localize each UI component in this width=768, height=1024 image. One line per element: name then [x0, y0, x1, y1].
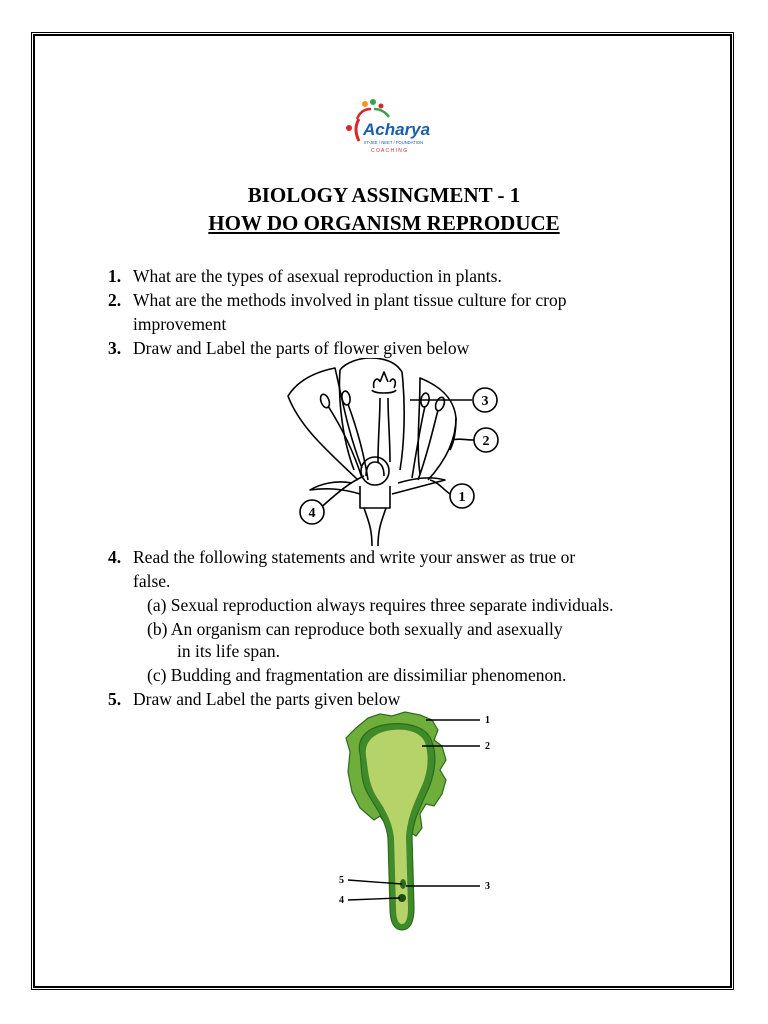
- pollen-label: 4: [339, 895, 344, 906]
- flower-label: 1: [458, 490, 466, 505]
- flower-label: 2: [482, 434, 490, 449]
- pollen-grain-diagram: [330, 708, 500, 948]
- question-subitem: (c) Budding and fragmentation are dissimiliar phenomenon.: [147, 665, 567, 685]
- flower-diagram: [280, 358, 510, 548]
- question-subitem: (a) Sexual reproduction always requires three separate individuals.: [147, 595, 614, 615]
- question-text: Draw and Label the parts of flower given below: [133, 338, 470, 358]
- acharya-logo: [343, 97, 451, 157]
- flower-label: 4: [308, 506, 316, 521]
- question-text-cont: improvement: [133, 314, 227, 334]
- question-number: 5.: [108, 689, 122, 709]
- question-subitem: (b) An organism can reproduce both sexually and asexually: [147, 619, 563, 639]
- pollen-label: 5: [339, 875, 344, 886]
- page-subtitle: HOW DO ORGANISM REPRODUCE: [208, 211, 560, 235]
- question-subitem-cont: in its life span.: [177, 641, 281, 661]
- question-text: Read the following statements and write your answer as true or: [133, 547, 576, 567]
- page-title: BIOLOGY ASSINGMENT - 1: [247, 183, 521, 207]
- logo-brand-text: Acharya: [363, 120, 431, 139]
- question-number: 3.: [108, 338, 122, 358]
- logo-tagline: IIT-JEE / NEET / FOUNDATION: [364, 140, 424, 145]
- question-text: What are the methods involved in plant tissue culture for crop: [133, 290, 567, 310]
- question-text-cont: false.: [133, 571, 171, 591]
- question-number: 1.: [108, 266, 122, 286]
- logo-sub: C O A C H I N G: [371, 148, 408, 154]
- question-number: 4.: [108, 547, 122, 567]
- question-number: 2.: [108, 290, 122, 310]
- pollen-label: 2: [485, 741, 490, 752]
- question-text: What are the types of asexual reproduction in plants.: [133, 266, 502, 286]
- question-text: Draw and Label the parts given below: [133, 689, 401, 709]
- pollen-label: 1: [485, 715, 490, 726]
- pollen-label: 3: [485, 881, 490, 892]
- flower-label: 3: [481, 394, 489, 409]
